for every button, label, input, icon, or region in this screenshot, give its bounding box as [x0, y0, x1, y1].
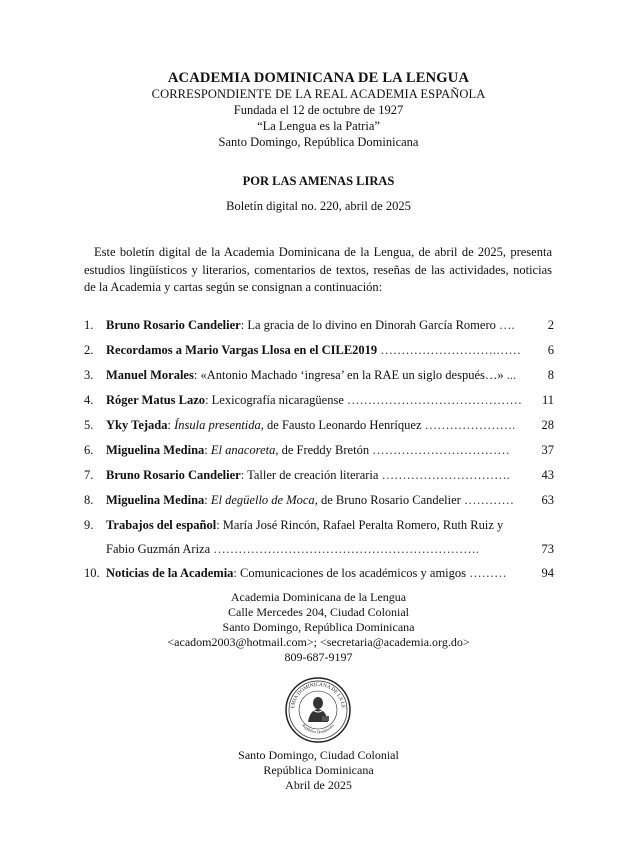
toc-item[interactable]	[84, 566, 554, 591]
toc-item-separator: :	[240, 468, 248, 482]
toc-item-author: Bruno Rosario Candelier	[106, 468, 241, 482]
toc-item[interactable]	[84, 343, 554, 368]
toc-item-author: Yky Tejada	[106, 418, 168, 432]
toc-item-page: 94	[541, 566, 554, 580]
toc-item-page: 6	[547, 343, 554, 357]
toc-item-separator: :	[240, 318, 248, 332]
academy-seal-logo	[284, 676, 352, 744]
address-city: Santo Domingo, República Dominicana	[222, 620, 415, 634]
toc-item[interactable]	[84, 518, 554, 566]
toc-item[interactable]	[84, 443, 554, 468]
toc-item-title: Taller de creación literaria	[247, 468, 379, 482]
toc-item-separator: :	[204, 493, 211, 507]
toc-item-title: : María José Rincón, Rafael Peralta Romero, Ruth Ruiz y	[216, 518, 504, 532]
address-block	[0, 590, 637, 665]
toc-item-title-tail: , de Freddy Bretón	[275, 443, 370, 457]
toc-item-author: Miguelina Medina	[106, 443, 205, 457]
toc-item-title-cont: Fabio Guzmán Ariza	[106, 542, 211, 556]
toc-item-author: Manuel Morales	[106, 368, 194, 382]
toc-item-separator: :	[205, 393, 212, 407]
toc-item-dots: ……………………….……	[380, 343, 521, 357]
toc-item[interactable]	[84, 318, 554, 343]
table-of-contents	[84, 318, 554, 591]
toc-item-author: Róger Matus Lazo	[106, 393, 206, 407]
toc-item-dots: ….	[495, 318, 515, 332]
toc-item-page: 28	[541, 418, 554, 432]
toc-item-page: 11	[541, 393, 554, 407]
intro-paragraph: Este boletín digital de la Academia Dominicana de la Lengua, de abril de 2025, presenta estudios lingüísticos y literarios, comentarios de textos, reseñas de las actividades, noticias de la Academia y cartas según se consignan a continuación:	[84, 245, 552, 294]
toc-item-title: Lexicografía nicaragüense	[211, 393, 344, 407]
toc-item-author: Trabajos del español	[106, 518, 217, 532]
toc-item-author: Noticias de la Academia	[106, 566, 234, 580]
toc-item-number: 3.	[84, 368, 94, 382]
bulletin-title: POR LAS AMENAS LIRAS	[242, 174, 395, 188]
toc-item-number: 8.	[84, 493, 94, 507]
toc-item-title-tail: , de Bruno Rosario Candelier	[314, 493, 461, 507]
toc-item-author: Miguelina Medina	[106, 493, 205, 507]
toc-item-dots: ………	[466, 566, 507, 580]
toc-item-work-title: El degüello de Moca	[210, 493, 315, 507]
toc-item-separator: :	[204, 443, 211, 457]
toc-item-work-title: El anacoreta	[210, 443, 276, 457]
toc-item-title: : Comunicaciones de los académicos y amigos	[233, 566, 467, 580]
bulletin-number: Boletín digital no. 220, abril de 2025	[226, 199, 411, 213]
toc-item-author: Recordamos a Mario Vargas Llosa en el CILE2019	[106, 343, 378, 357]
address-emails[interactable]: <acadom2003@hotmail.com>; <secretaria@academia.org.do>	[167, 635, 470, 649]
toc-item-number: 5.	[84, 418, 94, 432]
toc-item-dots: ………………….	[421, 418, 516, 432]
toc-item-number: 10.	[84, 566, 100, 580]
toc-item-dots: ...	[503, 368, 517, 382]
toc-item[interactable]	[84, 393, 554, 418]
toc-item-author: Bruno Rosario Candelier	[106, 318, 241, 332]
toc-item[interactable]	[84, 493, 554, 518]
address-phone: 809-687-9197	[284, 650, 353, 664]
toc-item-separator: :	[167, 418, 175, 432]
toc-item-title: La gracia de lo divino en Dinorah García Romero	[247, 318, 496, 332]
toc-item-number: 1.	[84, 318, 94, 332]
address-name: Academia Dominicana de la Lengua	[230, 590, 407, 604]
footer	[0, 748, 637, 793]
toc-item-work-title: Ínsula presentida	[174, 418, 261, 432]
toc-item-dots: ……………………………………………………….	[210, 542, 479, 556]
toc-item-dots: …………	[460, 493, 514, 507]
toc-item-page: 73	[541, 542, 554, 556]
founded-line: Fundada el 12 de octubre de 1927	[233, 103, 404, 117]
motto: “La Lengua es la Patria”	[257, 119, 380, 133]
seal-bottom-text: República Dominicana	[301, 722, 335, 735]
address-street: Calle Mercedes 204, Ciudad Colonial	[228, 605, 409, 619]
toc-item-dots: ………………………….	[378, 468, 510, 482]
seal-ring-text: EMIA DOMINICANA DE LA LE	[290, 681, 346, 709]
toc-item-page: 43	[541, 468, 554, 482]
toc-item-dots: ……………………………………	[343, 393, 523, 407]
footer-country: República Dominicana	[263, 763, 374, 777]
toc-item-number: 6.	[84, 443, 94, 457]
footer-date: Abril de 2025	[285, 778, 352, 792]
toc-item-title-tail: , de Fausto Leonardo Henríquez	[260, 418, 422, 432]
toc-item-number: 4.	[84, 393, 94, 407]
header	[0, 70, 637, 150]
toc-item-separator: :	[193, 368, 201, 382]
institution-title: ACADEMIA DOMINICANA DE LA LENGUA	[167, 70, 470, 86]
toc-item[interactable]	[84, 418, 554, 443]
toc-item-page: 2	[547, 318, 554, 332]
toc-item[interactable]	[84, 368, 554, 393]
toc-item-page: 37	[541, 443, 554, 457]
toc-item[interactable]	[84, 468, 554, 493]
toc-item-number: 9.	[84, 518, 94, 532]
toc-item-page: 63	[541, 493, 554, 507]
toc-item-number: 7.	[84, 468, 94, 482]
footer-city: Santo Domingo, Ciudad Colonial	[238, 748, 399, 762]
location: Santo Domingo, República Dominicana	[218, 135, 419, 149]
toc-item-number: 2.	[84, 343, 94, 357]
institution-subtitle: CORRESPONDIENTE DE LA REAL ACADEMIA ESPAÑOLA	[151, 87, 486, 101]
toc-item-dots: ……………………………	[369, 443, 510, 457]
toc-item-title: «Antonio Machado ‘ingresa’ en la RAE un siglo después…»	[200, 368, 504, 382]
toc-item-page: 8	[547, 368, 554, 382]
